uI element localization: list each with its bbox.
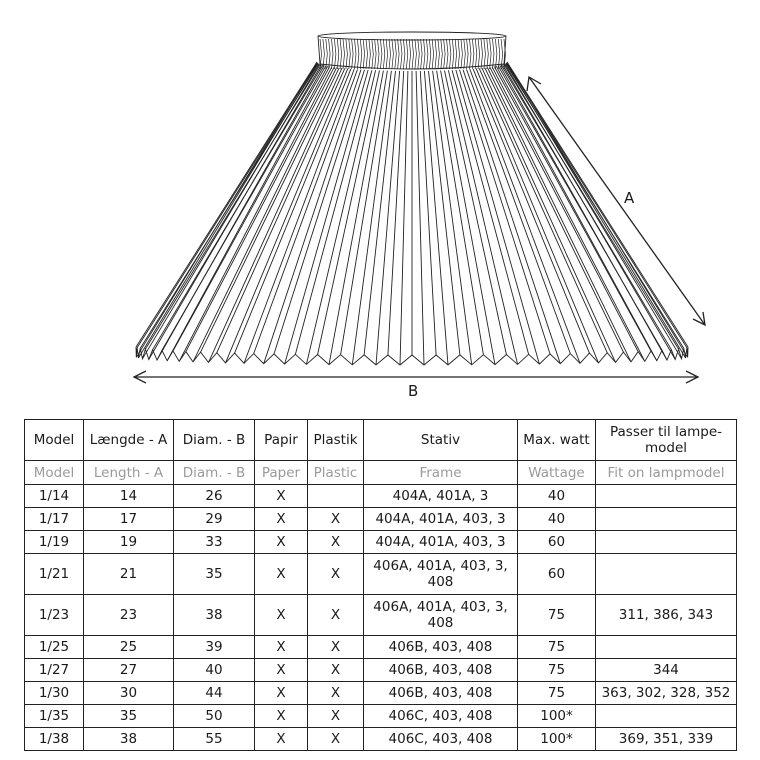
cell-frame: 404A, 401A, 403, 3 bbox=[364, 508, 518, 531]
cell-model: 1/30 bbox=[25, 682, 84, 705]
table-row bbox=[25, 485, 737, 508]
cell-wattage: 75 bbox=[518, 682, 596, 705]
cell-fit bbox=[596, 554, 737, 595]
cell-paper: X bbox=[255, 705, 308, 728]
cell-paper: X bbox=[255, 636, 308, 659]
cell-length: 23 bbox=[84, 595, 174, 636]
header-row bbox=[25, 420, 737, 461]
column-subheader: Frame bbox=[364, 461, 518, 485]
cell-plastic bbox=[308, 485, 364, 508]
cell-diam: 38 bbox=[174, 595, 255, 636]
cell-frame: 406C, 403, 408 bbox=[364, 705, 518, 728]
cell-length: 38 bbox=[84, 728, 174, 751]
cell-paper: X bbox=[255, 659, 308, 682]
cell-wattage: 100* bbox=[518, 728, 596, 751]
cell-diam: 55 bbox=[174, 728, 255, 751]
cell-plastic: X bbox=[308, 728, 364, 751]
cell-fit: 363, 302, 328, 352 bbox=[596, 682, 737, 705]
column-subheader: Diam. - B bbox=[174, 461, 255, 485]
cell-model: 1/25 bbox=[25, 636, 84, 659]
cell-frame: 406A, 401A, 403, 3, 408 bbox=[364, 595, 518, 636]
cell-wattage: 75 bbox=[518, 636, 596, 659]
cell-length: 14 bbox=[84, 485, 174, 508]
cell-fit: 344 bbox=[596, 659, 737, 682]
cell-length: 19 bbox=[84, 531, 174, 554]
cell-paper: X bbox=[255, 728, 308, 751]
cell-fit bbox=[596, 485, 737, 508]
column-header: Papir bbox=[255, 420, 308, 461]
column-header: Stativ bbox=[364, 420, 518, 461]
column-subheader: Length - A bbox=[84, 461, 174, 485]
cell-length: 27 bbox=[84, 659, 174, 682]
cell-plastic: X bbox=[308, 636, 364, 659]
table-row bbox=[25, 531, 737, 554]
subheader-row bbox=[25, 461, 737, 485]
cell-diam: 35 bbox=[174, 554, 255, 595]
table-row bbox=[25, 682, 737, 705]
table-row bbox=[25, 728, 737, 751]
cell-fit: 311, 386, 343 bbox=[596, 595, 737, 636]
cell-wattage: 100* bbox=[518, 705, 596, 728]
cell-length: 21 bbox=[84, 554, 174, 595]
cell-fit bbox=[596, 636, 737, 659]
cell-frame: 406C, 403, 408 bbox=[364, 728, 518, 751]
table-row bbox=[25, 554, 737, 595]
cell-wattage: 75 bbox=[518, 595, 596, 636]
cell-diam: 33 bbox=[174, 531, 255, 554]
table-row bbox=[25, 508, 737, 531]
cell-model: 1/14 bbox=[25, 485, 84, 508]
cell-diam: 39 bbox=[174, 636, 255, 659]
cell-length: 25 bbox=[84, 636, 174, 659]
cell-model: 1/35 bbox=[25, 705, 84, 728]
cell-fit: 369, 351, 339 bbox=[596, 728, 737, 751]
cell-length: 17 bbox=[84, 508, 174, 531]
cell-model: 1/21 bbox=[25, 554, 84, 595]
cell-frame: 404A, 401A, 3 bbox=[364, 485, 518, 508]
column-subheader: Model bbox=[25, 461, 84, 485]
cell-paper: X bbox=[255, 531, 308, 554]
cell-length: 35 bbox=[84, 705, 174, 728]
cell-fit bbox=[596, 508, 737, 531]
cell-paper: X bbox=[255, 508, 308, 531]
dimension-a-label: A bbox=[624, 189, 635, 207]
column-subheader: Paper bbox=[255, 461, 308, 485]
cell-plastic: X bbox=[308, 595, 364, 636]
cell-fit bbox=[596, 531, 737, 554]
cell-diam: 26 bbox=[174, 485, 255, 508]
shade-spec-table bbox=[24, 419, 737, 751]
cell-wattage: 40 bbox=[518, 485, 596, 508]
cell-plastic: X bbox=[308, 659, 364, 682]
column-header: Længde - A bbox=[84, 420, 174, 461]
cell-diam: 50 bbox=[174, 705, 255, 728]
cell-wattage: 60 bbox=[518, 554, 596, 595]
pleated-lampshade-drawing bbox=[136, 32, 688, 365]
cell-plastic: X bbox=[308, 554, 364, 595]
cell-plastic: X bbox=[308, 705, 364, 728]
column-header: Max. watt bbox=[518, 420, 596, 461]
cell-model: 1/19 bbox=[25, 531, 84, 554]
column-header: Plastik bbox=[308, 420, 364, 461]
cell-diam: 29 bbox=[174, 508, 255, 531]
cell-frame: 406B, 403, 408 bbox=[364, 659, 518, 682]
cell-length: 30 bbox=[84, 682, 174, 705]
column-subheader: Wattage bbox=[518, 461, 596, 485]
cell-wattage: 60 bbox=[518, 531, 596, 554]
cell-plastic: X bbox=[308, 531, 364, 554]
cell-diam: 40 bbox=[174, 659, 255, 682]
cell-frame: 406B, 403, 408 bbox=[364, 636, 518, 659]
cell-frame: 406A, 401A, 403, 3, 408 bbox=[364, 554, 518, 595]
column-header: Diam. - B bbox=[174, 420, 255, 461]
column-header: Model bbox=[25, 420, 84, 461]
column-subheader: Plastic bbox=[308, 461, 364, 485]
table-row bbox=[25, 636, 737, 659]
cell-wattage: 40 bbox=[518, 508, 596, 531]
cell-paper: X bbox=[255, 485, 308, 508]
cell-fit bbox=[596, 705, 737, 728]
cell-wattage: 75 bbox=[518, 659, 596, 682]
cell-diam: 44 bbox=[174, 682, 255, 705]
cell-paper: X bbox=[255, 554, 308, 595]
column-header: Passer til lampe-model bbox=[596, 420, 737, 461]
cell-model: 1/23 bbox=[25, 595, 84, 636]
table-row bbox=[25, 595, 737, 636]
cell-frame: 404A, 401A, 403, 3 bbox=[364, 531, 518, 554]
cell-frame: 406B, 403, 408 bbox=[364, 682, 518, 705]
cell-plastic: X bbox=[308, 682, 364, 705]
cell-paper: X bbox=[255, 595, 308, 636]
cell-model: 1/38 bbox=[25, 728, 84, 751]
cell-model: 1/27 bbox=[25, 659, 84, 682]
dimension-b-label: B bbox=[408, 382, 419, 400]
table-row bbox=[25, 705, 737, 728]
cell-paper: X bbox=[255, 682, 308, 705]
column-subheader: Fit on lampmodel bbox=[596, 461, 737, 485]
table-row bbox=[25, 659, 737, 682]
cell-plastic: X bbox=[308, 508, 364, 531]
cell-model: 1/17 bbox=[25, 508, 84, 531]
